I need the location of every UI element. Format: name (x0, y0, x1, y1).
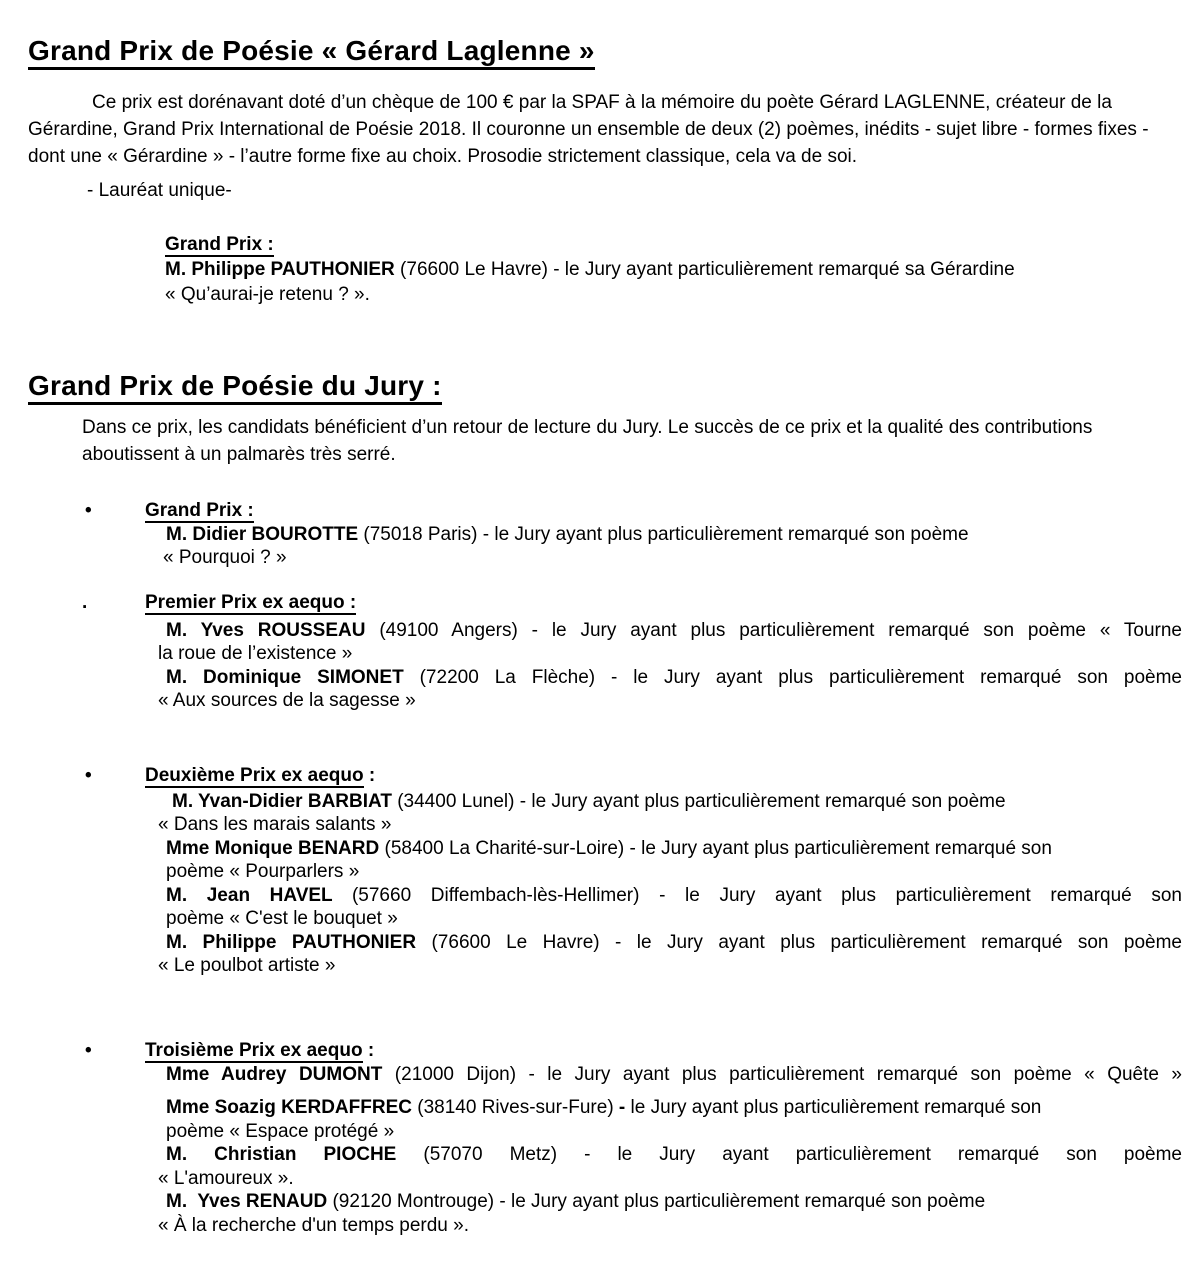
award-label-text: Grand Prix : (145, 500, 254, 521)
text-segment: M. Didier BOUROTTE (166, 523, 364, 545)
text-segment: la roue de l’existence » (158, 643, 353, 664)
text-segment: « Aux sources de la sagesse » (158, 690, 416, 711)
award-label-deuxieme-prix (0, 764, 1203, 788)
entry-line-kerdaffrec-2 (158, 1120, 1182, 1144)
text-segment: M. Yves RENAUD (166, 1191, 333, 1212)
award-item-grand-prix-jury (0, 499, 1203, 570)
award-item-troisieme-prix (0, 1039, 1203, 1237)
text-segment: Mme Monique BENARD (166, 837, 385, 859)
entry-line-bourotte-1 (158, 523, 1182, 547)
entry-line-simonet-1 (158, 666, 1182, 690)
text-segment: poème « Espace protégé » (166, 1120, 395, 1142)
entry-line-renaud-2 (158, 1214, 1182, 1238)
section-title-jury (28, 369, 442, 403)
entry-line-pauthonier-2-1 (158, 931, 1182, 955)
award-label-colon: : (363, 765, 376, 786)
award-label-grand-prix-jury (0, 499, 1203, 523)
award-label-colon: : (362, 1040, 375, 1061)
text-segment: le Jury ayant plus particulièrement remarqué son (630, 1097, 1042, 1118)
entry-line-havel-2 (158, 907, 1182, 931)
entry-line-barbiat-1 (158, 790, 1182, 814)
entry-line-pauthonier-2-2 (158, 954, 1182, 978)
award-entries (158, 619, 1182, 713)
text-segment: (76600 Le Havre) - le Jury ayant particulièrement remarqué sa Gérardine (400, 259, 1015, 280)
text-segment: M. Jean HAVEL (166, 884, 352, 906)
award-label-text: Troisième Prix ex aequo (145, 1040, 363, 1061)
text-segment: (76600 Le Havre) - le Jury ayant plus particulièrement remarqué son poème (431, 931, 1182, 953)
text-segment: (57660 Diffembach-lès-Hellimer) - le Jury ayant plus particulièrement remarqué son (351, 884, 1182, 906)
text-segment: « À la recherche d'un temps perdu ». (158, 1214, 469, 1236)
text-segment: (57070 Metz) - le Jury ayant particulièrement remarqué son poème (423, 1144, 1183, 1165)
award-label-grand-prix-laglenne (165, 232, 1175, 257)
text-segment: (21000 Dijon) - le Jury ayant plus particulièrement remarqué son poème « Quête » (394, 1063, 1182, 1085)
entry-line-pioche-1 (158, 1143, 1182, 1167)
text-segment: M. Yvan-Didier BARBIAT (172, 790, 398, 812)
award-label-text: Premier Prix ex aequo : (145, 592, 357, 613)
award-label-text: Deuxième Prix ex aequo (145, 765, 364, 786)
award-item-premier-prix (0, 591, 1203, 713)
award-label-troisieme-prix (0, 1039, 1203, 1063)
entry-line-renaud-1 (158, 1190, 1182, 1214)
award-label-premier-prix (0, 591, 1203, 615)
section-title-jury-text: Grand Prix de Poésie du Jury : (28, 370, 442, 405)
entry-line-simonet-2 (158, 689, 1182, 713)
text-segment: M. Philippe PAUTHONIER (166, 931, 432, 953)
text-segment: « Dans les marais salants » (158, 814, 392, 835)
text-segment: « Pourquoi ? » (163, 547, 287, 568)
entry-line-benard-1 (158, 837, 1182, 861)
text-segment: M. Philippe PAUTHONIER (165, 259, 401, 280)
text-segment: (38140 Rives-sur-Fure) (417, 1097, 619, 1118)
text-segment: « Le poulbot artiste » (158, 955, 336, 976)
entry-line-rousseau-1 (158, 619, 1182, 643)
laglenne-grand-prix-block (165, 232, 1175, 307)
text-segment: poème « C'est le bouquet » (166, 908, 398, 929)
entry-line-kerdaffrec-1 (158, 1096, 1182, 1120)
award-entries (158, 790, 1182, 978)
jury-intro-paragraph: Dans ce prix, les candidats bénéficient d’un retour de lecture du Jury. Le succès de ce prix et la qualité des contributions aboutissent à un palmarès très serré. (82, 417, 1093, 465)
entry-line-pioche-2 (158, 1167, 1182, 1191)
text-segment: (75018 Paris) - le Jury ayant plus particulièrement remarqué son poème (363, 523, 969, 545)
text-segment: (58400 La Charité-sur-Loire) - le Jury ayant plus particulièrement remarqué son (384, 837, 1052, 859)
bullet-icon: • (85, 500, 92, 521)
entry-line-bourotte-2 (158, 546, 1182, 570)
text-segment: (72200 La Flèche) - le Jury ayant plus particulièrement remarqué son poème (419, 666, 1182, 688)
text-segment: (92120 Montrouge) - le Jury ayant plus particulièrement remarqué son poème (332, 1191, 986, 1212)
award-item-deuxieme-prix (0, 764, 1203, 978)
entry-line-benard-2 (158, 860, 1182, 884)
entry-line-rousseau-2 (158, 642, 1182, 666)
laglenne-intro-paragraph: Ce prix est dorénavant doté d’un chèque de 100 € par la SPAF à la mémoire du poète Gérard LAGLENNE, créateur de la Gérardine, Grand Prix International de Poésie 2018. Il couronne un ensemble de deux (2) poèmes, inédits - sujet libre - formes fixes - dont une « Gérardine » - l’autre forme fixe au choix. Prosodie strictement classique, cela va de soi. (28, 92, 1149, 167)
text-segment: M. Christian PIOCHE (166, 1144, 424, 1165)
entry-line-barbiat-2 (158, 813, 1182, 837)
entry-line-pauthonier-laglenne-2 (165, 282, 1175, 307)
section-title-laglenne-text: Grand Prix de Poésie « Gérard Laglenne » (28, 35, 595, 70)
award-entries (158, 523, 1182, 570)
text-segment: Mme Audrey DUMONT (166, 1063, 395, 1085)
entry-line-pauthonier-laglenne-1 (165, 257, 1175, 282)
text-segment: « Qu’aurai-je retenu ? ». (165, 284, 370, 305)
text-segment: Mme Soazig KERDAFFREC (166, 1097, 418, 1118)
text-segment: M. Dominique SIMONET (166, 666, 420, 688)
text-segment: (34400 Lunel) - le Jury ayant plus particulièrement remarqué son poème (397, 790, 1006, 812)
bullet-icon: • (85, 765, 92, 786)
laureat-note: - Lauréat unique- (87, 180, 232, 201)
bullet-icon: • (85, 1040, 92, 1061)
text-segment: « L'amoureux ». (158, 1167, 294, 1189)
entry-line-dumont-1 (158, 1063, 1182, 1087)
text-segment: (49100 Angers) - le Jury ayant plus particulièrement remarqué son poème « Tourne (379, 619, 1182, 641)
entry-line-havel-1 (158, 884, 1182, 908)
award-entries (158, 1063, 1182, 1238)
text-segment: M. Yves ROUSSEAU (166, 619, 380, 641)
bullet-icon: . (82, 592, 88, 613)
text-segment: poème « Pourparlers » (166, 861, 360, 882)
text-segment: - (618, 1097, 631, 1118)
section-title-laglenne (28, 34, 595, 68)
award-label-text: Grand Prix : (165, 234, 274, 255)
